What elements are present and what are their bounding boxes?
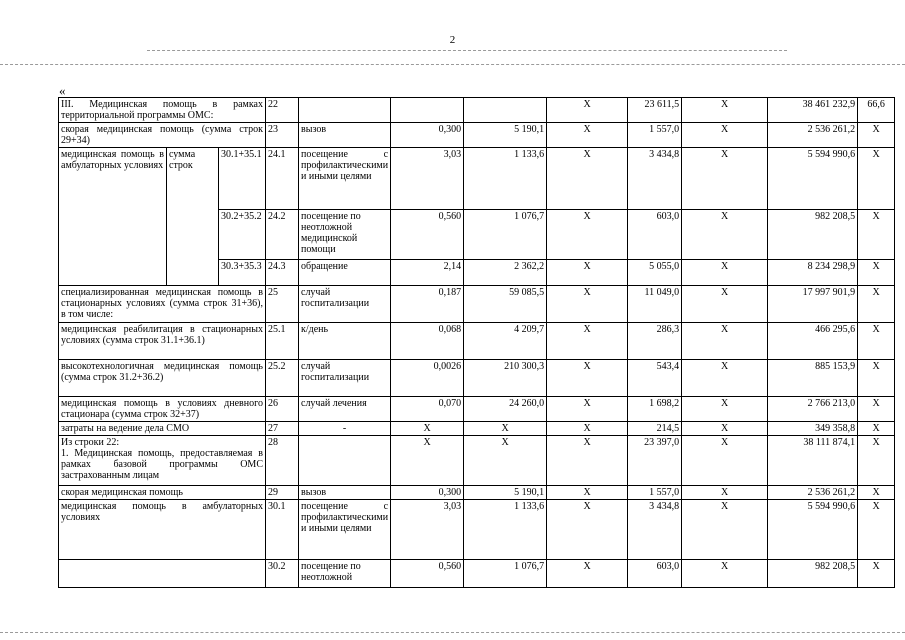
table-row: медицинская реабилитация в стационарных условиях (сумма строк 31.1+36.1) 25.1 к/день 0,068 4 209,7 X 286,3 X 466 295,6 X: [59, 323, 895, 360]
table-row: скорая медицинская помощь (сумма строк 29+34) 23 вызов 0,300 5 190,1 X 1 557,0 X 2 536 261,2 X: [59, 123, 895, 148]
table-row: медицинская помощь в условиях дневного стационара (сумма строк 32+37) 26 случай лечения 0,070 24 260,0 X 1 698,2 X 2 766 213,0 X: [59, 397, 895, 422]
footer-rule: [0, 632, 905, 633]
header-rule: [0, 64, 905, 65]
table-row: затраты на ведение дела СМО 27 - X X X 214,5 X 349 358,8 X: [59, 422, 895, 436]
table-row: высокотехнологичная медицинская помощь (сумма строк 31.2+36.2) 25.2 случай госпитализации 0,0026 210 300,3 X 543,4 X 885 153,9 X: [59, 360, 895, 397]
table-row: 30.2+35.2 24.2 посещение по неотложной медицинской помощи 0,560 1 076,7 X 603,0 X 982 208,5 X: [59, 210, 895, 260]
page-number: 2: [449, 34, 456, 46]
table-row: 30.2 посещение по неотложной 0,560 1 076,7 X 603,0 X 982 208,5 X: [59, 560, 895, 588]
table-row: 30.3+35.3 24.3 обращение 2,14 2 362,2 X 5 055,0 X 8 234 298,9 X: [59, 260, 895, 286]
table-row: специализированная медицинская помощь в стационарных условиях (сумма строк 31+36), в том числе: 25 случай госпитализации 0,187 59 085,5 X 11 049,0 X 17 997 901,9 X: [59, 286, 895, 323]
table-row: скорая медицинская помощь 29 вызов 0,300 5 190,1 X 1 557,0 X 2 536 261,2 X: [59, 486, 895, 500]
table-row: медицинская помощь в амбулаторных условиях сумма строк 30.1+35.1 24.1 посещение с профилактическими и иными целями 3,03 1 133,6 X 3 434,8 X 5 594 990,6 X: [59, 148, 895, 210]
table-row: III. Медицинская помощь в рамках территориальной программы ОМС: 22 X 23 611,5 X 38 461 232,9 66,6: [59, 98, 895, 123]
table-row: Из строки 22: 1. Медицинская помощь, предоставляемая в рамках базовой программы ОМС застрахованным лицам 28 X X X 23 397,0 X 38 111 874,1 X: [59, 436, 895, 486]
table-row: медицинская помощь в амбулаторных условиях 30.1 посещение с профилактическими и иными целями 3,03 1 133,6 X 3 434,8 X 5 594 990,6 X: [59, 500, 895, 560]
opening-quote-mark: «: [59, 83, 66, 98]
header-rule: [147, 50, 787, 51]
territorial-program-table: [58, 97, 895, 588]
